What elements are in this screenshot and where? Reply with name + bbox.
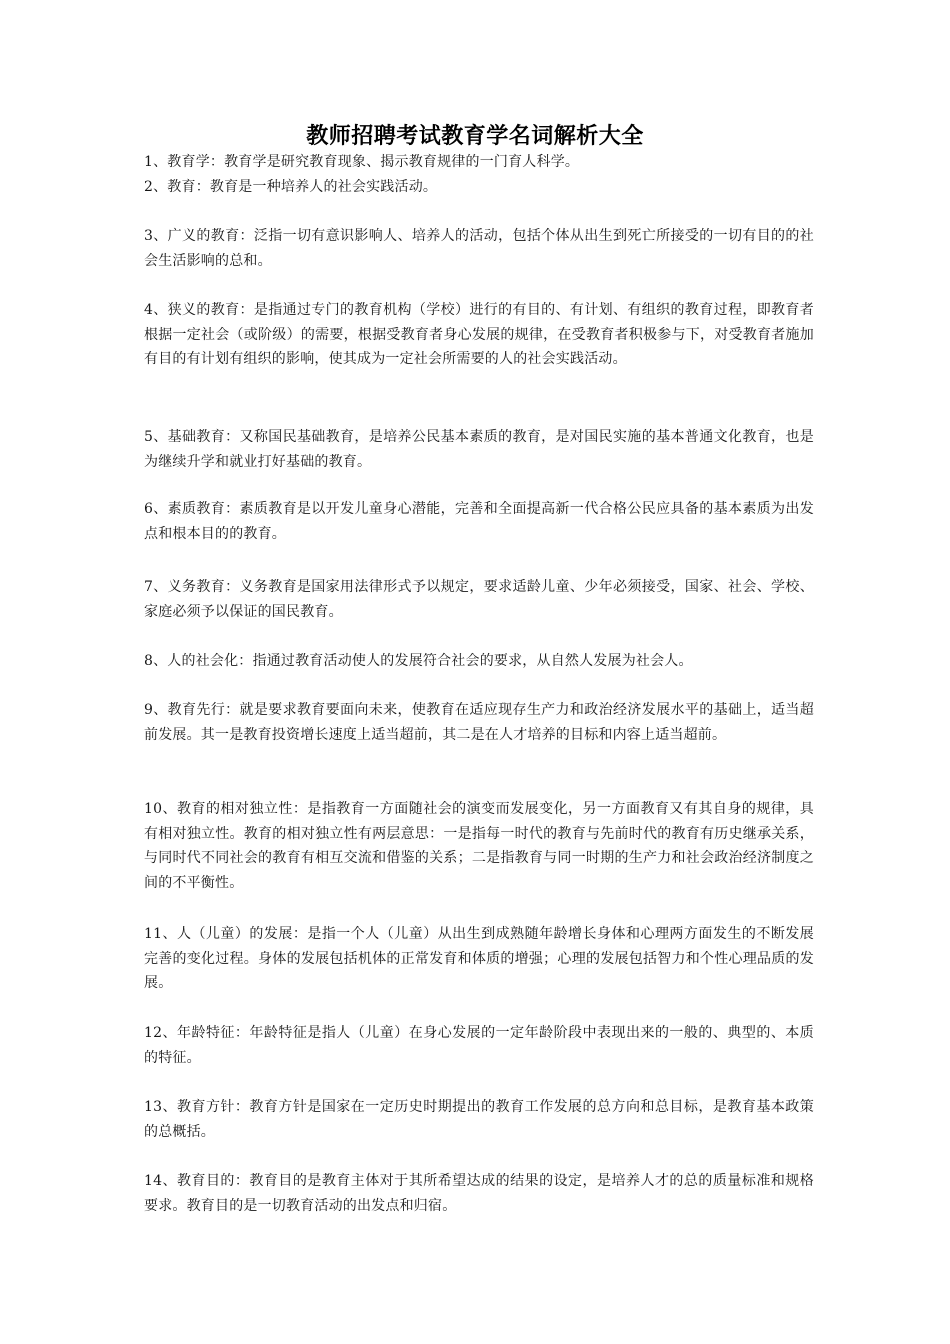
paragraph-1: 1、教育学：教育学是研究教育现象、揭示教育规律的一门育人科学。	[144, 154, 580, 170]
document-title: 教师招聘考试教育学名词解析大全	[306, 124, 644, 149]
paragraph-11: 11、人（儿童）的发展：是指一个人（儿童）从出生到成熟随年龄增长身体和心理两方面发生的不断发展完善的变化过程。身体的发展包括机体的正常发育和体质的增强；心理的发展包括智力和个性心理品质的发展。	[144, 926, 814, 991]
paragraph-10: 10、教育的相对独立性：是指教育一方面随社会的演变而发展变化，另一方面教育又有其自身的规律，具有相对独立性。教育的相对独立性有两层意思：一是指每一时代的教育与先前时代的教育有历史继承关系，与同时代不同社会的教育有相互交流和借鉴的关系；二是指教育与同一时期的生产力和社会政治经济制度之间的不平衡性。	[144, 801, 814, 891]
paragraph-6: 6、素质教育：素质教育是以开发儿童身心潜能，完善和全面提高新一代合格公民应具备的基本素质为出发点和根本目的的教育。	[144, 501, 814, 542]
paragraph-12: 12、年龄特征：年龄特征是指人（儿童）在身心发展的一定年龄阶段中表现出来的一般的、典型的、本质的特征。	[144, 1025, 814, 1066]
paragraph-8: 8、人的社会化：指通过教育活动使人的发展符合社会的要求，从自然人发展为社会人。	[144, 653, 693, 669]
paragraph-9: 9、教育先行：就是要求教育要面向未来，使教育在适应现存生产力和政治经济发展水平的基础上，适当超前发展。其一是教育投资增长速度上适当超前，其二是在人才培养的目标和内容上适当超前。	[144, 702, 814, 743]
paragraph-3: 3、广义的教育：泛指一切有意识影响人、培养人的活动，包括个体从出生到死亡所接受的一切有目的的社会生活影响的总和。	[144, 228, 814, 269]
paragraph-2: 2、教育：教育是一种培养人的社会实践活动。	[144, 179, 438, 195]
paragraph-5: 5、基础教育：又称国民基础教育，是培养公民基本素质的教育，是对国民实施的基本普通文化教育，也是为继续升学和就业打好基础的教育。	[144, 429, 814, 470]
paragraph-14: 14、教育目的：教育目的是教育主体对于其所希望达成的结果的设定，是培养人才的总的质量标准和规格要求。教育目的是一切教育活动的出发点和归宿。	[144, 1173, 814, 1214]
paragraph-7: 7、义务教育：义务教育是国家用法律形式予以规定，要求适龄儿童、少年必须接受，国家、社会、学校、家庭必须予以保证的国民教育。	[144, 579, 814, 620]
paragraph-4: 4、狭义的教育：是指通过专门的教育机构（学校）进行的有目的、有计划、有组织的教育过程，即教育者根据一定社会（或阶级）的需要，根据受教育者身心发展的规律，在受教育者积极参与下，对受教育者施加有目的有计划有组织的影响，使其成为一定社会所需要的人的社会实践活动。	[144, 302, 814, 367]
paragraph-13: 13、教育方针：教育方针是国家在一定历史时期提出的教育工作发展的总方向和总目标，是教育基本政策的总概括。	[144, 1099, 814, 1140]
